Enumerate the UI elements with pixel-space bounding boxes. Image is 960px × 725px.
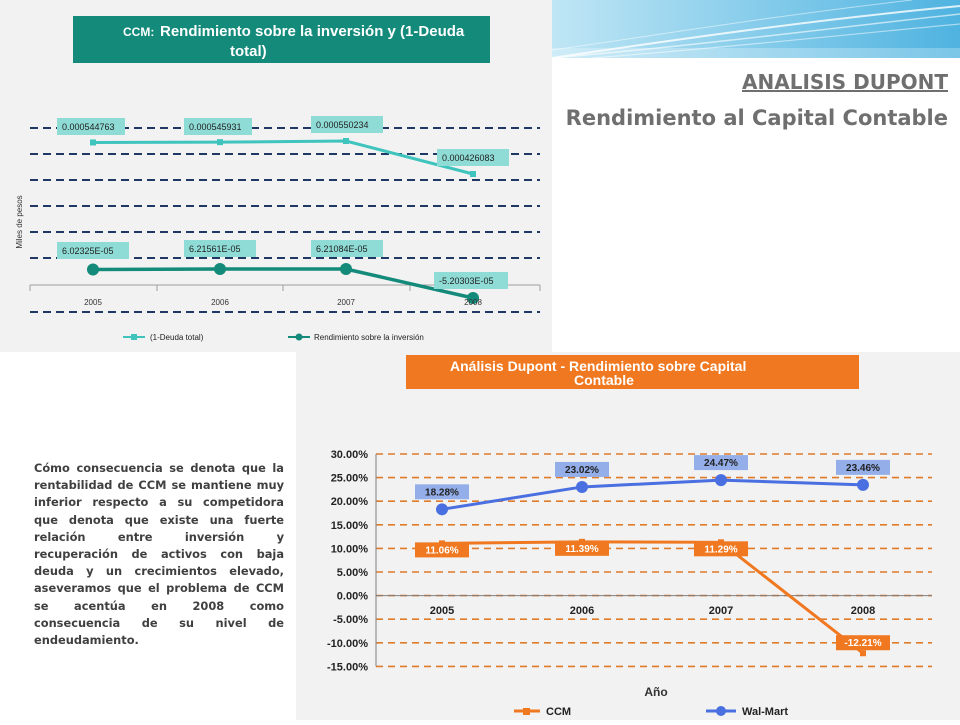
chart-dupont-x-tick-label: 2006: [569, 605, 595, 617]
chart-dupont-point-walmart: [576, 481, 588, 493]
chart-dupont-y-tick-label: 5.00%: [336, 567, 368, 579]
chart-dupont-data-label-walmart: 23.46%: [846, 462, 880, 474]
chart-dupont-legend-marker-ccm: [523, 708, 530, 715]
chart-ccm-x-tick-label: 2007: [337, 298, 355, 307]
chart-ccm-panel: [0, 0, 552, 352]
chart-ccm-data-label-deuda: 0.000550234: [316, 120, 369, 130]
chart-ccm-title-prefix: CCM:: [123, 25, 155, 39]
chart-dupont-legend-marker-walmart: [716, 706, 726, 716]
chart-ccm-data-label-deuda: 0.000544763: [62, 122, 115, 132]
chart-dupont-series-line-walmart: [442, 480, 863, 509]
chart-dupont-x-tick-label: 2007: [708, 605, 734, 617]
chart-dupont-x-label: Año: [644, 685, 668, 699]
chart-ccm-series-line-deuda: [93, 141, 473, 174]
chart-dupont-data-label-walmart: 23.02%: [565, 464, 599, 476]
chart-ccm-title-line1: Rendimiento sobre la inversión y (1-Deuda: [160, 23, 465, 40]
chart-ccm-data-label-rendimiento: 6.21561E-05: [189, 244, 241, 254]
chart-dupont-y-tick-label: -5.00%: [333, 614, 368, 627]
chart-dupont-series-line-ccm: [442, 542, 863, 653]
chart-dupont-panel: [296, 352, 960, 720]
chart-ccm-data-label-deuda: 0.000426083: [442, 153, 495, 163]
chart-ccm-legend-label-rendimiento: Rendimiento sobre la inversión: [314, 333, 424, 342]
chart-ccm-data-label-deuda: 0.000545931: [189, 122, 242, 132]
chart-ccm-title-line2: total): [230, 43, 267, 60]
chart-ccm-legend-marker-rendimiento: [296, 334, 303, 341]
body-paragraph: Cómo consecuencia se denota que la rentabilidad de CCM se mantiene muy inferior respecto a su competidora que denota que existe una fuerte relación entre inversión y recuperación de activos con baja deuda y un crecimientos elevado, aseveramos que el problema de CCM se acentúa en 2008 como consecuencia de su nivel de endeudamiento.: [34, 461, 284, 648]
chart-ccm-x-tick-label: 2005: [84, 298, 102, 307]
chart-ccm-point-rendimiento: [340, 263, 352, 275]
chart-dupont-y-tick-label: 15.00%: [330, 519, 368, 532]
chart-ccm-point-deuda: [217, 139, 223, 145]
chart-dupont-data-label-ccm: 11.29%: [704, 544, 738, 556]
chart-dupont-point-ccm: [860, 650, 866, 656]
chart-dupont-point-walmart: [436, 503, 448, 515]
chart-ccm-point-deuda: [90, 139, 96, 145]
chart-ccm-legend-marker-deuda: [131, 334, 137, 340]
slide-subtitle: Rendimiento al Capital Contable: [565, 106, 948, 130]
chart-dupont-x-tick-label: 2005: [429, 605, 455, 617]
chart-ccm-y-label: Miles de pesos: [15, 195, 24, 249]
chart-ccm-data-label-rendimiento: 6.21084E-05: [316, 244, 368, 254]
chart-dupont-x-tick-label: 2008: [850, 605, 876, 617]
chart-dupont-title-line2: Contable: [574, 372, 634, 388]
chart-dupont-legend-label-walmart: Wal-Mart: [742, 706, 789, 718]
chart-dupont-data-label-ccm: 11.39%: [565, 543, 599, 555]
chart-dupont-y-tick-label: 10.00%: [330, 543, 368, 556]
chart-ccm-point-rendimiento: [87, 263, 99, 275]
chart-dupont-legend-label-ccm: CCM: [546, 706, 572, 718]
chart-dupont-data-label-ccm: 11.06%: [425, 545, 459, 557]
chart-ccm-x-tick-label: 2008: [464, 298, 482, 307]
chart-dupont-y-tick-label: 0.00%: [336, 590, 368, 603]
chart-ccm-point-deuda: [343, 138, 349, 144]
chart-ccm-data-label-rendimiento: 6.02325E-05: [62, 246, 114, 256]
chart-dupont-y-tick-label: 20.00%: [330, 496, 368, 509]
chart-dupont-y-tick-label: 30.00%: [330, 449, 368, 461]
chart-ccm-x-tick-label: 2006: [211, 298, 229, 307]
chart-dupont-point-walmart: [715, 474, 727, 486]
chart-ccm: [0, 0, 552, 352]
chart-ccm-data-label-rendimiento: -5.20303E-05: [439, 276, 494, 286]
chart-ccm-point-deuda: [470, 171, 476, 177]
chart-ccm-series-line-rendimiento: [93, 269, 473, 298]
chart-dupont-y-tick-label: -10.00%: [327, 637, 368, 650]
slide-title: ANALISIS DUPONT: [742, 70, 948, 94]
chart-dupont-data-label-ccm: -12.21%: [844, 638, 882, 650]
decorative-wave-banner: [552, 0, 960, 58]
chart-dupont-y-tick-label: 25.00%: [330, 472, 368, 485]
chart-dupont-title-line1: Análisis Dupont - Rendimiento sobre Capital: [450, 358, 747, 374]
chart-dupont-data-label-walmart: 24.47%: [704, 458, 738, 470]
chart-ccm-point-rendimiento: [214, 263, 226, 275]
chart-ccm-legend-label-deuda: (1-Deuda total): [150, 333, 204, 342]
chart-dupont-point-walmart: [857, 479, 869, 491]
chart-dupont-data-label-walmart: 18.28%: [425, 487, 459, 499]
chart-dupont: [296, 352, 960, 720]
chart-dupont-y-tick-label: -15.00%: [327, 661, 368, 674]
